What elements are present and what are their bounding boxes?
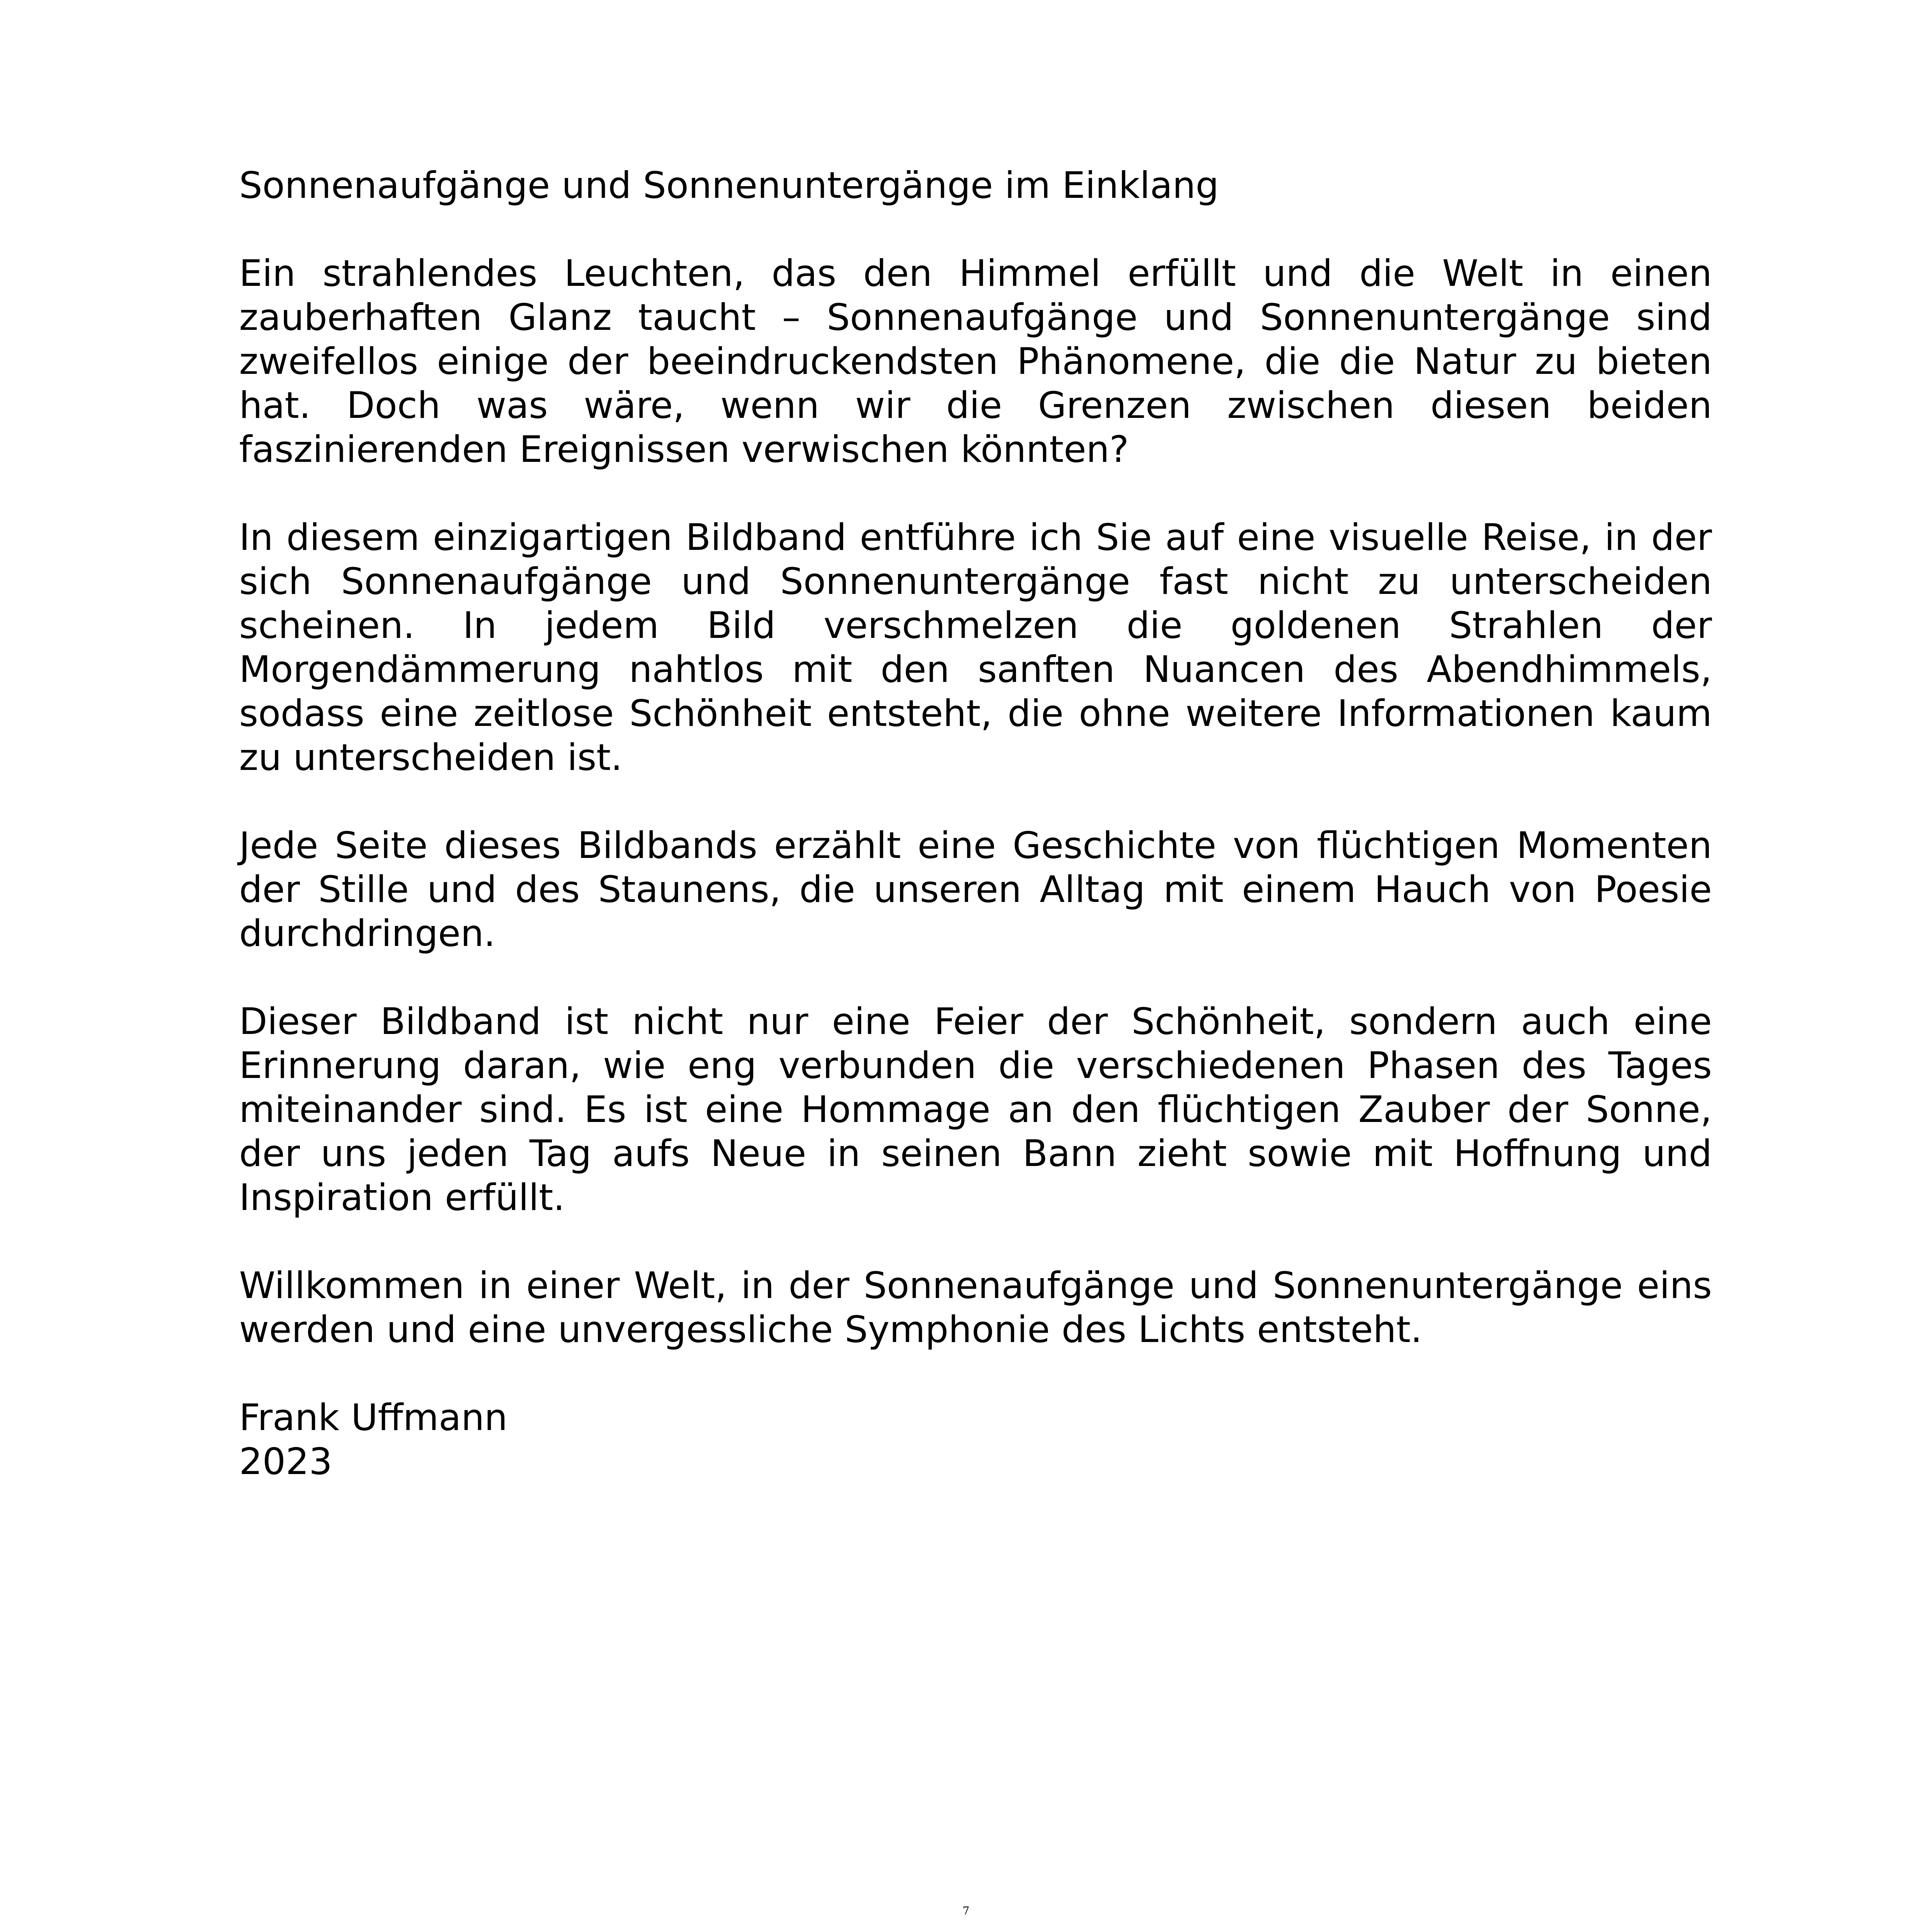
signature-year: 2023 [239, 1441, 333, 1483]
document-title: Sonnenaufgänge und Sonnenuntergänge im Einklang [239, 164, 1219, 207]
document-body [239, 164, 1712, 1484]
paragraph-welcome: Willkommen in einer Welt, in der Sonnenaufgänge und Sonnenuntergänge eins werden und eine unvergessliche Symphonie des Lichts entsteht. [239, 1265, 1712, 1351]
paragraph-celebration: Dieser Bildband ist nicht nur eine Feier der Schönheit, sondern auch eine Erinnerung daran, wie eng verbunden die verschiedenen Phasen des Tages miteinander sind. Es ist eine Hommage an den flüchtigen Zauber der Sonne, der uns jeden Tag aufs Neue in seinen Bann zieht sowie mit Hoffnung und Inspiration erfüllt. [239, 1000, 1712, 1219]
author-name: Frank Uffmann [239, 1397, 508, 1439]
page-number: 7 [962, 1904, 970, 1917]
paragraph-journey: In diesem einzigartigen Bildband entführe ich Sie auf eine visuelle Reise, in der sich Sonnenaufgänge und Sonnenuntergänge fast nicht zu unterscheiden scheinen. In jedem Bild verschmelzen die goldenen Strahlen der Morgendämmerung nahtlos mit den sanften Nuancen des Abendhimmels, sodass eine zeitlose Schönheit entsteht, die ohne weitere Informationen kaum zu unterscheiden ist. [239, 516, 1712, 779]
signature-block [239, 1396, 1712, 1484]
paragraph-pages: Jede Seite dieses Bildbands erzählt eine Geschichte von flüchtigen Momenten der Stille und des Staunens, die unseren Alltag mit einem Hauch von Poesie durchdringen. [239, 824, 1712, 955]
paragraph-intro: Ein strahlendes Leuchten, das den Himmel erfüllt und die Welt in einen zauberhaften Glanz taucht – Sonnenaufgänge und Sonnenuntergänge sind zweifellos einige der beeindruckendsten Phänomene, die die Natur zu bieten hat. Doch was wäre, wenn wir die Grenzen zwischen diesen beiden faszinierenden Ereignissen verwischen könnten? [239, 252, 1712, 471]
